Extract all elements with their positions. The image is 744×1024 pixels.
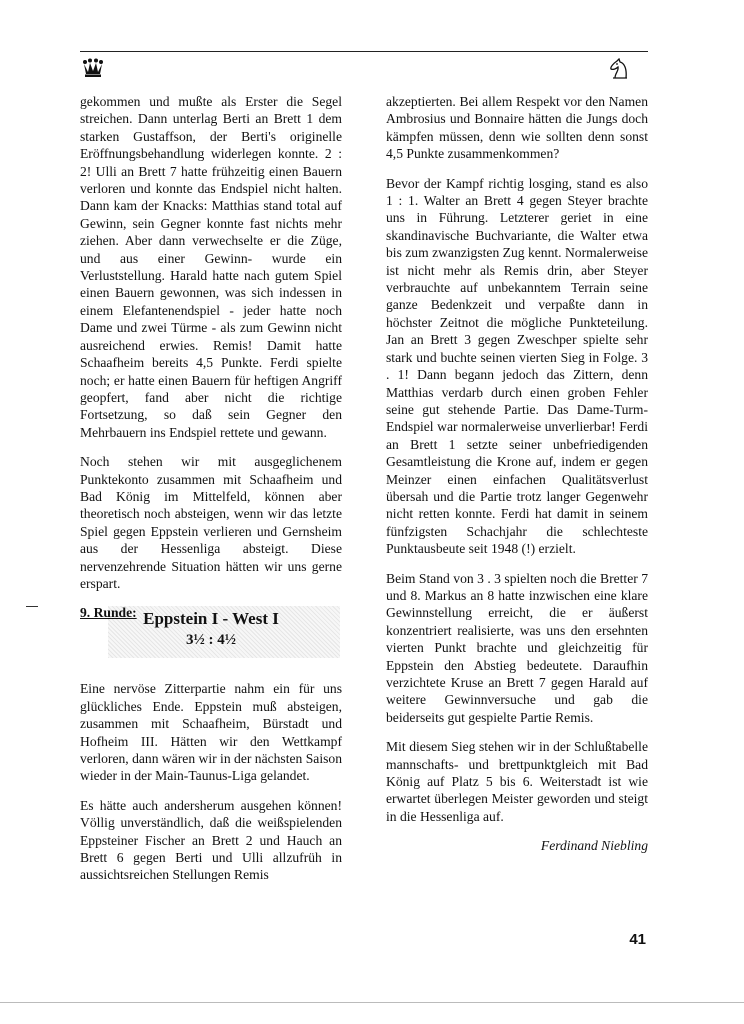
chess-knight-icon	[608, 58, 632, 80]
footer-rule	[0, 1002, 744, 1003]
round-label: 9. Runde:	[80, 605, 137, 621]
right-column	[386, 93, 648, 855]
paragraph: akzeptierten. Bei allem Respekt vor den Namen Ambrosius und Bonnaire hätten die Jungs doch kämpfen müssen, denn wie sollten denn sonst 4,5 Punkte zusammenkommen?	[386, 94, 648, 162]
chess-queen-icon	[82, 58, 104, 78]
left-column	[80, 93, 342, 896]
paragraph: gekommen und mußte als Erster die Segel streichen. Dann unterlag Berti an Brett 1 dem starken Gustaffson, der Berti's originelle Eröffnungsbehandlung widerlegen konnte. 2 : 2! Ulli an Brett 7 hatte frühzeitig einen Bauern verloren und konnte das Endspiel nicht halten. Dann kam der Knacks: Matthias stand total auf Gewinn, sein Gegner konnte fast nichts mehr ziehen. Aber dann verwechselte er die Züge, und aus einer Gewinn- wurde ein Verluststellung. Harald hatte nach gutem Spiel einen Bauern gewonnen, was sich indessen in einem Elefantenendspiel - jeder hatte noch Dame und zwei Türme - als zum Gewinn nicht ausreichend erwies. Remis! Damit hatte Schaafheim bereits 4,5 Punkte. Ferdi spielte noch; er hatte einen Bauern für heftigen Angriff geopfert, fand aber nicht die richtige Fortsetzung, so daß sein Gegner den Mehrbauern ins Endspiel rettete und gewann.	[80, 94, 342, 440]
paragraph: Beim Stand von 3 . 3 spielten noch die Bretter 7 und 8. Markus an 8 hatte inzwischen eine klare Gewinnstellung erreicht, die er äußerst konzentriert realisierte, was uns den ersehnten vierten Punkt brachte und gleichzeitig für Eppstein den Abstieg bedeutete. Daraufhin verzichtete Kruse an Brett 7 gegen Harald auf weitere Gewinnversuche und gab die beiderseits gut gespielte Partie Remis.	[386, 570, 648, 725]
paragraph: Mit diesem Sieg stehen wir in der Schlußtabelle mannschafts- und brettpunktgleich mit Bad König auf Platz 5 bis 6. Weiterstadt ist wie erwartet überlegen Meister geworden und steigt in die Hessenliga auf.	[386, 739, 648, 824]
paragraph: Es hätte auch andersherum ausgehen können! Völlig unverständlich, daß die weißspielenden Eppsteiner Fischer an Brett 2 und Hauch an Brett 6 gegen Berti und Ulli allzufrüh in aussichtsreichen Stellungen Remis	[80, 797, 342, 883]
round-score: 3½ : 4½	[186, 632, 236, 649]
paragraph: Bevor der Kampf richtig losging, stand es also 1 : 1. Walter an Brett 4 gegen Steyer brachte uns in Führung. Letzterer geriet in eine skandinavische Buchvariante, die Walter etwa bis zum zwanzigsten Zug kennt. Normalerweise ist nicht mehr als Remis drin, aber Steyer verbrauchte auf unbekanntem Terrain seine ganze Bedenkzeit und verpaßte dann in höchster Zeitnot die mögliche Punkteteilung. Jan an Brett 3 gegen Zweschper spielte sehr stark und buchte seinen vierten Sieg in Folge. 3 . 1! Dann begann jedoch das Zittern, denn Matthias verdarb durch einen groben Fehler seine gut stehende Partie. Das Dame-Turm-Endspiel war normalerweise unverlierbar! Ferdi an Brett 1 setzte seiner unbefriedigenden Gesamtleistung die Krone auf, indem er gegen Meinzer einen einfachen Qualitätsverlust übersah und die Partie trotz langer Gegenwehr nicht retten konnte. Ferdi hat damit in seinem fünfzigsten Schachjahr die schlechteste Punktausbeute seit 1948 (!) erzielt.	[386, 175, 648, 557]
paragraph: Noch stehen wir mit ausgeglichenem Punktekonto zusammen mit Schaafheim und Bad König im Mittelfeld, können aber theoretisch noch absteigen, wenn wir das letzte Spiel gegen Eppstein verlieren und Gernsheim aus der Hessenliga absteigt. Diese nervenzehrende Situation hätten wir uns gerne erspart.	[80, 454, 342, 591]
header-rule	[80, 51, 648, 52]
round-match-title: Eppstein I - West I	[143, 609, 279, 629]
page-number: 41	[629, 931, 646, 948]
paragraph: Eine nervöse Zitterpartie nahm ein für uns glückliches Ende. Eppstein muß absteigen, zusammen mit Schaafheim, Bürstadt und Hofheim III. Hätten wir den Wettkampf verloren, dann wären wir in der nächsten Saison wieder in der Main-Taunus-Liga gelandet.	[80, 681, 342, 784]
round-header	[80, 604, 342, 662]
author-signature: Ferdinand Niebling	[540, 838, 648, 854]
margin-mark	[26, 606, 38, 607]
